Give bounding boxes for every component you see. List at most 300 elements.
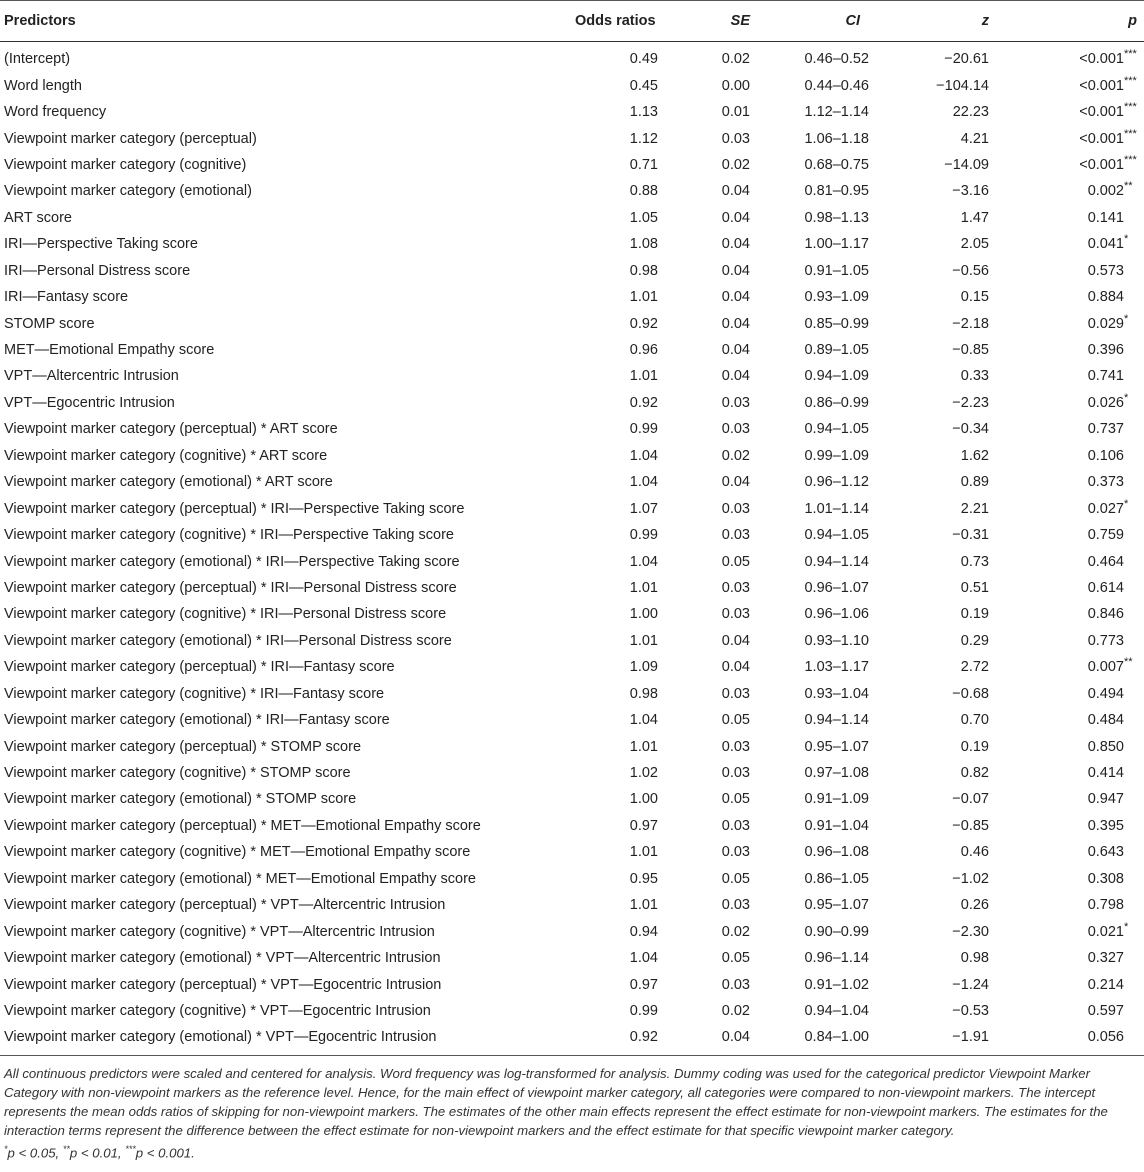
p-cell: [1025, 258, 1144, 284]
predictor-cell: Word length: [4, 77, 82, 94]
p-cell: [1025, 1024, 1144, 1055]
table-row: [0, 654, 1144, 680]
significance-marker: ***: [1124, 127, 1137, 140]
se-cell: 0.04: [721, 289, 750, 306]
predictor-cell: Viewpoint marker category (perceptual) * STOMP score: [4, 738, 362, 755]
z-cell: 22.23: [952, 104, 989, 121]
table-row: [0, 918, 1144, 944]
z-cell: −1.91: [905, 1024, 1025, 1055]
p-value: 0.327: [1087, 950, 1124, 967]
p-value: 0.029: [1087, 315, 1124, 332]
p-cell: [1025, 707, 1144, 733]
table-row: [0, 786, 1144, 812]
p-cell: [1025, 628, 1144, 654]
ci-cell: 0.86–0.99: [804, 394, 869, 411]
predictor-cell: Viewpoint marker category (cognitive) * MET—Emotional Empathy score: [4, 844, 471, 861]
z-cell: −0.85: [952, 817, 989, 834]
odds-ratio-cell: 0.99: [629, 421, 658, 438]
p-value: 0.041: [1087, 236, 1124, 253]
p-cell: [1025, 945, 1144, 971]
ci-cell: 0.94–1.05: [804, 527, 869, 544]
z-cell: −1.02: [952, 870, 989, 887]
predictor-cell: Viewpoint marker category (emotional): [4, 183, 252, 200]
z-cell: 0.33: [960, 368, 989, 385]
table-row: [0, 231, 1144, 257]
table-row: [0, 733, 1144, 759]
significance-marker: *: [1124, 391, 1129, 404]
table-row: [0, 443, 1144, 469]
predictor-cell: Viewpoint marker category (perceptual) * VPT—Egocentric Intrusion: [4, 976, 442, 993]
p-value: <0.001: [1079, 104, 1124, 121]
odds-ratio-cell: 1.01: [629, 368, 658, 385]
p-value: <0.001: [1079, 77, 1124, 94]
table-row: [0, 258, 1144, 284]
se-cell: 0.03: [721, 527, 750, 544]
table-row: [0, 390, 1144, 416]
z-cell: 0.19: [960, 738, 989, 755]
table-row: [0, 72, 1144, 98]
z-cell: 0.73: [960, 553, 989, 570]
p-cell: [1025, 363, 1144, 389]
table-row: [0, 495, 1144, 521]
significance-marker: *: [1124, 233, 1129, 246]
p-value: 0.026: [1087, 394, 1124, 411]
predictor-cell: Viewpoint marker category (perceptual) * IRI—Perspective Taking score: [4, 500, 465, 517]
z-cell: 1.62: [960, 447, 989, 464]
odds-ratio-cell: 0.88: [629, 183, 658, 200]
header-ci: CI: [785, 1, 905, 42]
predictor-cell: Viewpoint marker category (cognitive) * IRI—Personal Distress score: [4, 606, 447, 623]
odds-ratio-cell: 0.96: [629, 342, 658, 359]
sig-marker-3: ***: [125, 1144, 136, 1155]
se-cell: 0.04: [721, 236, 750, 253]
ci-cell: 0.68–0.75: [804, 156, 869, 173]
table-row: [0, 866, 1144, 892]
ci-cell: 0.96–1.12: [804, 474, 869, 491]
p-value: 0.106: [1087, 447, 1124, 464]
p-cell: [1025, 601, 1144, 627]
odds-ratio-cell: 0.98: [629, 262, 658, 279]
z-cell: 0.26: [960, 897, 989, 914]
header-se: SE: [680, 1, 785, 42]
se-cell: 0.05: [721, 791, 750, 808]
table-row: [0, 99, 1144, 125]
se-cell: 0.03: [721, 685, 750, 702]
p-cell: [1025, 42, 1144, 73]
p-cell: [1025, 125, 1144, 151]
odds-ratio-cell: 0.71: [629, 156, 658, 173]
sig-text-1: p < 0.05,: [7, 1145, 63, 1161]
ci-cell: 0.99–1.09: [804, 447, 869, 464]
ci-cell: 0.94–1.04: [804, 1002, 869, 1019]
table-row: [0, 1024, 1144, 1055]
p-cell: [1025, 495, 1144, 521]
predictor-cell: Viewpoint marker category (cognitive): [4, 156, 247, 173]
ci-cell: 0.85–0.99: [804, 315, 869, 332]
p-value: 0.021: [1087, 923, 1124, 940]
se-cell: 0.04: [721, 474, 750, 491]
ci-cell: 0.95–1.07: [804, 897, 869, 914]
p-cell: [1025, 760, 1144, 786]
z-cell: −2.23: [952, 394, 989, 411]
predictor-cell: Viewpoint marker category (emotional) * VPT—Altercentric Intrusion: [4, 950, 441, 967]
ci-cell: 1.00–1.17: [804, 236, 869, 253]
table-header-row: [0, 1, 1144, 42]
predictor-cell: Word frequency: [4, 104, 107, 121]
se-cell: 0.04: [680, 1024, 785, 1055]
table-row: [0, 628, 1144, 654]
table-row: [0, 971, 1144, 997]
ci-cell: 0.89–1.05: [804, 342, 869, 359]
odds-ratio-cell: 1.00: [629, 606, 658, 623]
odds-ratio-cell: 0.95: [629, 870, 658, 887]
significance-marker: ***: [1124, 153, 1137, 166]
odds-ratio-cell: 1.05: [629, 209, 658, 226]
se-cell: 0.03: [721, 130, 750, 147]
p-cell: [1025, 99, 1144, 125]
z-cell: −2.30: [952, 923, 989, 940]
predictor-cell: ART score: [4, 209, 72, 226]
p-cell: [1025, 866, 1144, 892]
p-value: <0.001: [1079, 130, 1124, 147]
se-cell: 0.03: [721, 500, 750, 517]
se-cell: 0.02: [721, 1002, 750, 1019]
z-cell: 1.47: [960, 209, 989, 226]
odds-ratio-cell: 0.97: [629, 817, 658, 834]
significance-marker: ***: [1124, 74, 1137, 87]
odds-ratio-cell: 1.04: [629, 447, 658, 464]
ci-cell: 0.98–1.13: [804, 209, 869, 226]
predictor-cell: Viewpoint marker category (perceptual): [4, 130, 257, 147]
se-cell: 0.03: [721, 394, 750, 411]
odds-ratio-cell: 0.92: [629, 394, 658, 411]
se-cell: 0.04: [721, 368, 750, 385]
table-body: [0, 42, 1144, 1056]
se-cell: 0.04: [721, 342, 750, 359]
p-cell: [1025, 284, 1144, 310]
ci-cell: 0.94–1.05: [804, 421, 869, 438]
odds-ratio-cell: 1.02: [629, 765, 658, 782]
p-cell: [1025, 72, 1144, 98]
z-cell: −2.18: [952, 315, 989, 332]
p-cell: [1025, 575, 1144, 601]
odds-ratio-cell: 1.13: [629, 104, 658, 121]
ci-cell: 0.91–1.09: [804, 791, 869, 808]
table-row: [0, 416, 1144, 442]
se-cell: 0.01: [721, 104, 750, 121]
se-cell: 0.02: [721, 923, 750, 940]
p-value: 0.056: [1087, 1029, 1124, 1046]
table-row: [0, 813, 1144, 839]
predictor-cell: Viewpoint marker category (emotional) * MET—Emotional Empathy score: [4, 870, 476, 887]
table-row: [0, 284, 1144, 310]
se-cell: 0.03: [721, 817, 750, 834]
table-row: [0, 601, 1144, 627]
predictor-cell: Viewpoint marker category (emotional) * VPT—Egocentric Intrusion: [0, 1024, 540, 1055]
z-cell: −3.16: [952, 183, 989, 200]
se-cell: 0.03: [721, 765, 750, 782]
odds-ratio-cell: 0.99: [629, 1002, 658, 1019]
ci-cell: 1.06–1.18: [804, 130, 869, 147]
p-cell: [1025, 152, 1144, 178]
odds-ratio-cell: 0.94: [629, 923, 658, 940]
z-cell: −14.09: [944, 156, 989, 173]
se-cell: 0.04: [721, 659, 750, 676]
se-cell: 0.04: [721, 209, 750, 226]
table-row: [0, 152, 1144, 178]
odds-ratio-cell: 1.08: [629, 236, 658, 253]
ci-cell: 0.95–1.07: [804, 738, 869, 755]
significance-marker: *: [1124, 312, 1129, 325]
z-cell: −0.31: [952, 527, 989, 544]
p-value: 0.741: [1087, 368, 1124, 385]
z-cell: 4.21: [960, 130, 989, 147]
predictor-cell: VPT—Egocentric Intrusion: [4, 394, 175, 411]
header-predictors: Predictors: [0, 1, 540, 42]
z-cell: 2.72: [960, 659, 989, 676]
z-cell: −0.68: [952, 685, 989, 702]
p-value: 0.414: [1087, 765, 1124, 782]
p-cell: [1025, 205, 1144, 231]
significance-marker: ***: [1124, 48, 1137, 61]
odds-ratio-cell: 0.98: [629, 685, 658, 702]
significance-marker: **: [1124, 180, 1133, 193]
p-cell: [1025, 443, 1144, 469]
ci-cell: 0.46–0.52: [804, 51, 869, 68]
odds-ratio-cell: 1.01: [629, 897, 658, 914]
z-cell: 0.82: [960, 765, 989, 782]
p-value: 0.643: [1087, 844, 1124, 861]
table-row: [0, 681, 1144, 707]
sig-text-2: p < 0.01,: [69, 1145, 126, 1161]
predictor-cell: Viewpoint marker category (perceptual) * IRI—Personal Distress score: [4, 579, 457, 596]
p-value: 0.737: [1087, 421, 1124, 438]
odds-ratio-cell: 1.01: [629, 632, 658, 649]
p-value: 0.396: [1087, 342, 1124, 359]
z-cell: −0.34: [952, 421, 989, 438]
ci-cell: 0.81–0.95: [804, 183, 869, 200]
z-cell: 0.89: [960, 474, 989, 491]
predictor-cell: Viewpoint marker category (emotional) * STOMP score: [4, 791, 357, 808]
odds-ratio-cell: 1.01: [629, 738, 658, 755]
odds-ratio-cell: 1.09: [629, 659, 658, 676]
predictor-cell: MET—Emotional Empathy score: [4, 342, 215, 359]
sig-marker-2: **: [62, 1144, 70, 1155]
p-cell: [1025, 918, 1144, 944]
odds-ratio-cell: 0.49: [629, 51, 658, 68]
p-value: 0.597: [1087, 1002, 1124, 1019]
ci-cell: 0.86–1.05: [804, 870, 869, 887]
p-cell: [1025, 971, 1144, 997]
p-value: <0.001: [1079, 51, 1124, 68]
table-row: [0, 178, 1144, 204]
p-cell: [1025, 998, 1144, 1024]
predictor-cell: Viewpoint marker category (perceptual) * MET—Emotional Empathy score: [4, 817, 481, 834]
p-cell: [1025, 839, 1144, 865]
se-cell: 0.02: [721, 156, 750, 173]
p-cell: [1025, 786, 1144, 812]
table-row: [0, 337, 1144, 363]
se-cell: 0.04: [721, 315, 750, 332]
z-cell: 0.15: [960, 289, 989, 306]
se-cell: 0.04: [721, 632, 750, 649]
se-cell: 0.03: [721, 579, 750, 596]
ci-cell: 0.44–0.46: [804, 77, 869, 94]
p-value: 0.395: [1087, 817, 1124, 834]
significance-marker: *: [1124, 497, 1129, 510]
ci-cell: 0.93–1.09: [804, 289, 869, 306]
predictor-cell: Viewpoint marker category (emotional) * IRI—Perspective Taking score: [4, 553, 460, 570]
ci-cell: 0.93–1.10: [804, 632, 869, 649]
z-cell: 2.21: [960, 500, 989, 517]
predictor-cell: Viewpoint marker category (emotional) * IRI—Fantasy score: [4, 712, 390, 729]
table-row: [0, 205, 1144, 231]
z-cell: 2.05: [960, 236, 989, 253]
p-cell: [1025, 469, 1144, 495]
p-cell: [1025, 231, 1144, 257]
significance-legend: [0, 1140, 1144, 1162]
p-cell: [1025, 654, 1144, 680]
odds-ratio-cell: 1.00: [629, 791, 658, 808]
p-value: 0.214: [1087, 976, 1124, 993]
z-cell: −104.14: [936, 77, 989, 94]
odds-ratio-cell: 0.99: [629, 527, 658, 544]
ci-cell: 0.94–1.14: [804, 553, 869, 570]
significance-marker: ***: [1124, 101, 1137, 114]
odds-ratio-cell: 1.04: [629, 950, 658, 967]
ci-cell: 0.97–1.08: [804, 765, 869, 782]
predictor-cell: IRI—Fantasy score: [4, 289, 129, 306]
p-value: 0.027: [1087, 500, 1124, 517]
table-row: [0, 469, 1144, 495]
predictor-cell: IRI—Personal Distress score: [4, 262, 191, 279]
odds-ratio-cell: 1.01: [629, 289, 658, 306]
p-value: 0.573: [1087, 262, 1124, 279]
se-cell: 0.00: [721, 77, 750, 94]
p-value: 0.759: [1087, 527, 1124, 544]
odds-ratio-cell: 1.01: [629, 579, 658, 596]
ci-cell: 0.91–1.05: [804, 262, 869, 279]
odds-ratio-cell: 1.01: [629, 844, 658, 861]
sig-text-3: p < 0.001.: [135, 1145, 195, 1161]
table-row: [0, 310, 1144, 336]
predictor-cell: STOMP score: [4, 315, 95, 332]
se-cell: 0.02: [721, 51, 750, 68]
z-cell: 0.29: [960, 632, 989, 649]
odds-ratio-cell: 0.92: [629, 315, 658, 332]
se-cell: 0.05: [721, 553, 750, 570]
p-value: 0.141: [1087, 209, 1124, 226]
p-value: 0.947: [1087, 791, 1124, 808]
ci-cell: 0.94–1.14: [804, 712, 869, 729]
se-cell: 0.03: [721, 738, 750, 755]
se-cell: 0.03: [721, 606, 750, 623]
p-value: 0.007: [1087, 659, 1124, 676]
table-row: [0, 363, 1144, 389]
predictor-cell: Viewpoint marker category (emotional) * IRI—Personal Distress score: [4, 632, 452, 649]
predictor-cell: Viewpoint marker category (cognitive) * ART score: [4, 447, 328, 464]
predictor-cell: Viewpoint marker category (perceptual) * ART score: [4, 421, 338, 438]
predictor-cell: Viewpoint marker category (emotional) * ART score: [4, 474, 333, 491]
odds-ratio-cell: 0.97: [629, 976, 658, 993]
z-cell: −1.24: [952, 976, 989, 993]
z-cell: 0.19: [960, 606, 989, 623]
ci-cell: 0.94–1.09: [804, 368, 869, 385]
p-value: 0.846: [1087, 606, 1124, 623]
odds-ratio-cell: 1.04: [629, 712, 658, 729]
header-odds-ratios: Odds ratios: [540, 1, 680, 42]
header-z: z: [905, 1, 1025, 42]
ci-cell: 0.96–1.08: [804, 844, 869, 861]
p-cell: [1025, 178, 1144, 204]
se-cell: 0.03: [721, 421, 750, 438]
predictor-cell: Viewpoint marker category (perceptual) * IRI—Fantasy score: [4, 659, 395, 676]
p-value: 0.773: [1087, 632, 1124, 649]
ci-cell: 0.91–1.04: [804, 817, 869, 834]
se-cell: 0.03: [721, 844, 750, 861]
ci-cell: 0.93–1.04: [804, 685, 869, 702]
ci-cell: 0.90–0.99: [804, 923, 869, 940]
p-value: 0.373: [1087, 474, 1124, 491]
ci-cell: 0.91–1.02: [804, 976, 869, 993]
ci-cell: 0.96–1.06: [804, 606, 869, 623]
z-cell: 0.98: [960, 950, 989, 967]
ci-cell: 0.96–1.14: [804, 950, 869, 967]
significance-marker: **: [1124, 656, 1133, 669]
p-cell: [1025, 522, 1144, 548]
z-cell: 0.70: [960, 712, 989, 729]
p-value: 0.798: [1087, 897, 1124, 914]
predictor-cell: Viewpoint marker category (cognitive) * VPT—Altercentric Intrusion: [4, 923, 435, 940]
predictor-cell: Viewpoint marker category (cognitive) * IRI—Perspective Taking score: [4, 527, 454, 544]
odds-ratio-cell: 1.12: [629, 130, 658, 147]
table-row: [0, 892, 1144, 918]
odds-ratio-cell: 0.45: [629, 77, 658, 94]
p-cell: [1025, 681, 1144, 707]
predictor-cell: Viewpoint marker category (cognitive) * IRI—Fantasy score: [4, 685, 385, 702]
se-cell: 0.03: [721, 897, 750, 914]
header-p: p: [1025, 1, 1144, 42]
z-cell: 0.51: [960, 579, 989, 596]
predictor-cell: IRI—Perspective Taking score: [4, 236, 198, 253]
se-cell: 0.04: [721, 262, 750, 279]
ci-cell: 1.12–1.14: [804, 104, 869, 121]
table-row: [0, 945, 1144, 971]
z-cell: −0.07: [952, 791, 989, 808]
odds-ratio-cell: 1.04: [629, 553, 658, 570]
se-cell: 0.05: [721, 870, 750, 887]
table-row: [0, 548, 1144, 574]
predictor-cell: Viewpoint marker category (cognitive) * STOMP score: [4, 765, 351, 782]
predictor-cell: (Intercept): [4, 51, 71, 68]
p-value: 0.614: [1087, 579, 1124, 596]
z-cell: −0.53: [952, 1002, 989, 1019]
se-cell: 0.05: [721, 950, 750, 967]
table-row: [0, 998, 1144, 1024]
p-cell: [1025, 548, 1144, 574]
p-value: <0.001: [1079, 156, 1124, 173]
table-row: [0, 575, 1144, 601]
ci-cell: 0.96–1.07: [804, 579, 869, 596]
predictor-cell: Viewpoint marker category (perceptual) * VPT—Altercentric Intrusion: [4, 897, 446, 914]
p-cell: [1025, 337, 1144, 363]
se-cell: 0.03: [721, 976, 750, 993]
odds-ratio-cell: 0.92: [540, 1024, 680, 1055]
p-value: 0.484: [1087, 712, 1124, 729]
p-cell: [1025, 733, 1144, 759]
p-cell: [1025, 813, 1144, 839]
z-cell: 0.46: [960, 844, 989, 861]
